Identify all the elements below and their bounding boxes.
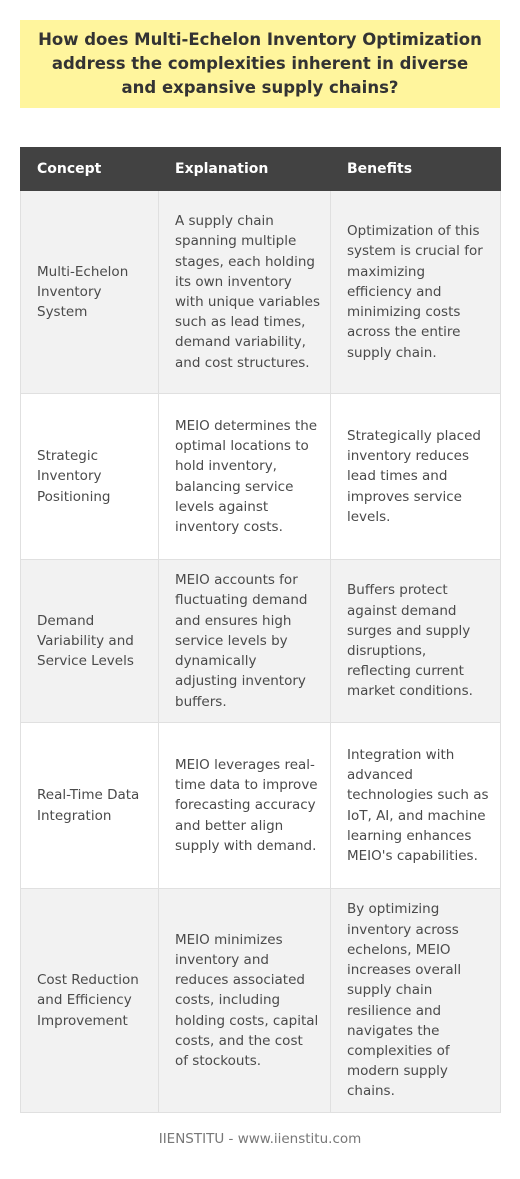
header-concept: Concept — [21, 148, 159, 191]
explanation-cell: MEIO determines the optimal locations to hold inventory, balancing service levels against inventory costs. — [159, 394, 331, 560]
table-row — [21, 394, 501, 560]
page-title: How does Multi-Echelon Inventory Optimization address the complexities inherent in diverse and expansive supply chains? — [38, 30, 482, 97]
table-header-row — [21, 148, 501, 191]
table-row — [21, 560, 501, 723]
concept-cell: Demand Variability and Service Levels — [21, 560, 159, 723]
explanation-cell: MEIO leverages real-time data to improve forecasting accuracy and better align supply with demand. — [159, 723, 331, 889]
concept-cell: Multi-Echelon Inventory System — [21, 191, 159, 394]
explanation-cell: MEIO accounts for fluctuating demand and ensures high service levels by dynamically adjusting inventory buffers. — [159, 560, 331, 723]
table-row — [21, 889, 501, 1113]
header-benefits: Benefits — [331, 148, 501, 191]
concept-cell: Cost Reduction and Efficiency Improvement — [21, 889, 159, 1113]
benefits-cell: Strategically placed inventory reduces lead times and improves service levels. — [331, 394, 501, 560]
concept-cell: Real-Time Data Integration — [21, 723, 159, 889]
benefits-cell: By optimizing inventory across echelons, MEIO increases overall supply chain resilience and navigates the complexities of modern supply chains. — [331, 889, 501, 1113]
explanation-cell: MEIO minimizes inventory and reduces associated costs, including holding costs, capital costs, and the cost of stockouts. — [159, 889, 331, 1113]
table-row — [21, 723, 501, 889]
concept-table — [20, 147, 501, 1113]
explanation-cell: A supply chain spanning multiple stages, each holding its own inventory with unique variables such as lead times, demand variability, and cost structures. — [159, 191, 331, 394]
benefits-cell: Optimization of this system is crucial for maximizing efficiency and minimizing costs across the entire supply chain. — [331, 191, 501, 394]
concept-cell: Strategic Inventory Positioning — [21, 394, 159, 560]
footer-credit: IIENSTITU - www.iienstitu.com — [158, 1131, 362, 1147]
benefits-cell: Buffers protect against demand surges and supply disruptions, reflecting current market conditions. — [331, 560, 501, 723]
header-explanation: Explanation — [159, 148, 331, 191]
table-row — [21, 191, 501, 394]
benefits-cell: Integration with advanced technologies such as IoT, AI, and machine learning enhances MEIO's capabilities. — [331, 723, 501, 889]
title-banner — [20, 20, 500, 108]
